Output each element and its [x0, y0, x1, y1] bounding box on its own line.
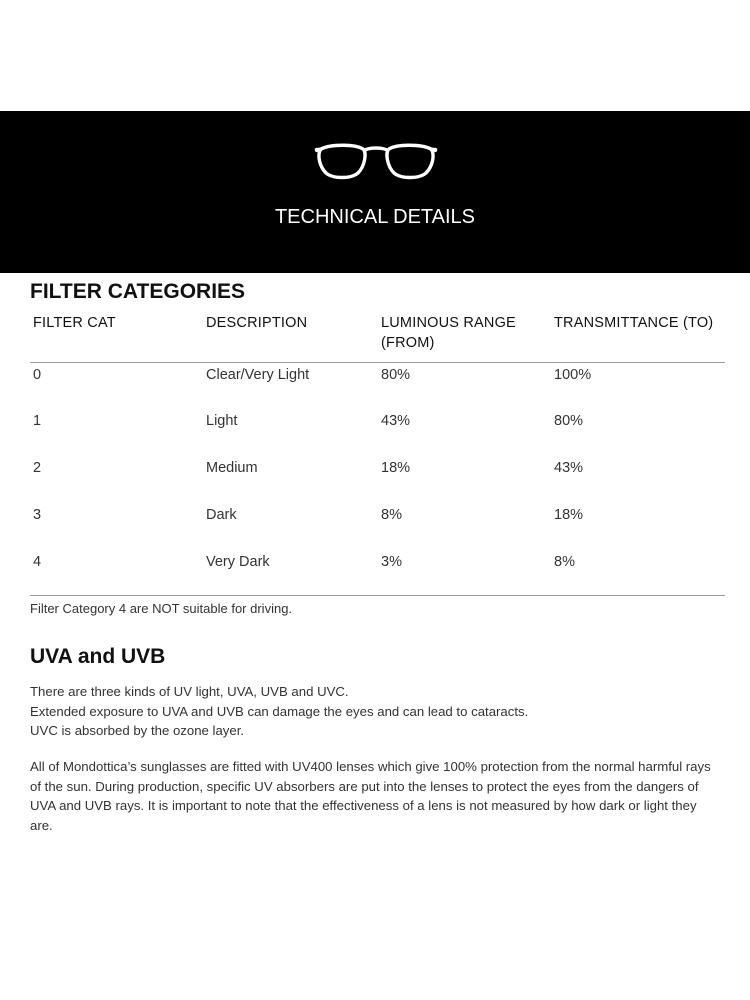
header-banner — [0, 111, 750, 273]
cell-filter-cat: 2 — [33, 460, 42, 476]
table-header-filter-cat: FILTER CAT — [33, 315, 116, 331]
cell-transmittance: 80% — [554, 413, 584, 429]
cell-transmittance: 18% — [554, 507, 584, 523]
glasses-icon — [313, 142, 439, 182]
cell-luminous-range: 3% — [381, 554, 402, 570]
cell-description: Medium — [206, 460, 258, 476]
cell-description: Clear/Very Light — [206, 367, 310, 383]
cell-filter-cat: 0 — [33, 367, 42, 383]
cell-filter-cat: 1 — [33, 413, 42, 429]
cell-luminous-range: 43% — [381, 413, 411, 429]
table-header-luminous-range: LUMINOUS RANGE (FROM) — [381, 315, 516, 351]
driving-note: Filter Category 4 are NOT suitable for driving. — [30, 601, 293, 616]
cell-description: Dark — [206, 507, 237, 523]
table-header-transmittance: TRANSMITTANCE (TO) — [554, 315, 714, 331]
uv-intro — [30, 682, 730, 741]
cell-transmittance: 43% — [554, 460, 584, 476]
cell-transmittance: 100% — [554, 367, 592, 383]
uv-body-paragraph: All of Mondottica’s sunglasses are fitted with UV400 lenses which give 100% protection from the normal harmful rays of the sun. During production, specific UV absorbers are put into the lenses to protect the eyes from the dangers of UVA and UVB rays. It is important to note that the effectiveness of a lens is not measured by how dark or light they are. — [30, 759, 711, 833]
cell-transmittance: 8% — [554, 554, 575, 570]
filter-categories-title: FILTER CATEGORIES — [30, 280, 246, 303]
uva-uvb-title: UVA and UVB — [30, 645, 166, 668]
table-footer-divider — [30, 595, 725, 596]
table-header-divider — [30, 362, 725, 363]
cell-luminous-range: 8% — [381, 507, 402, 523]
uv-intro-line: Extended exposure to UVA and UVB can damage the eyes and can lead to cataracts. — [30, 703, 529, 719]
cell-filter-cat: 3 — [33, 507, 42, 523]
cell-luminous-range: 18% — [381, 460, 411, 476]
table-header-description: DESCRIPTION — [206, 315, 308, 331]
cell-luminous-range: 80% — [381, 367, 411, 383]
cell-description: Very Dark — [206, 554, 270, 570]
uv-intro-line: There are three kinds of UV light, UVA, UVB and UVC. — [30, 684, 349, 699]
cell-filter-cat: 4 — [33, 554, 42, 570]
uv-intro-line: UVC is absorbed by the ozone layer. — [30, 723, 245, 738]
banner-title: TECHNICAL DETAILS — [274, 206, 476, 228]
cell-description: Light — [206, 413, 238, 429]
